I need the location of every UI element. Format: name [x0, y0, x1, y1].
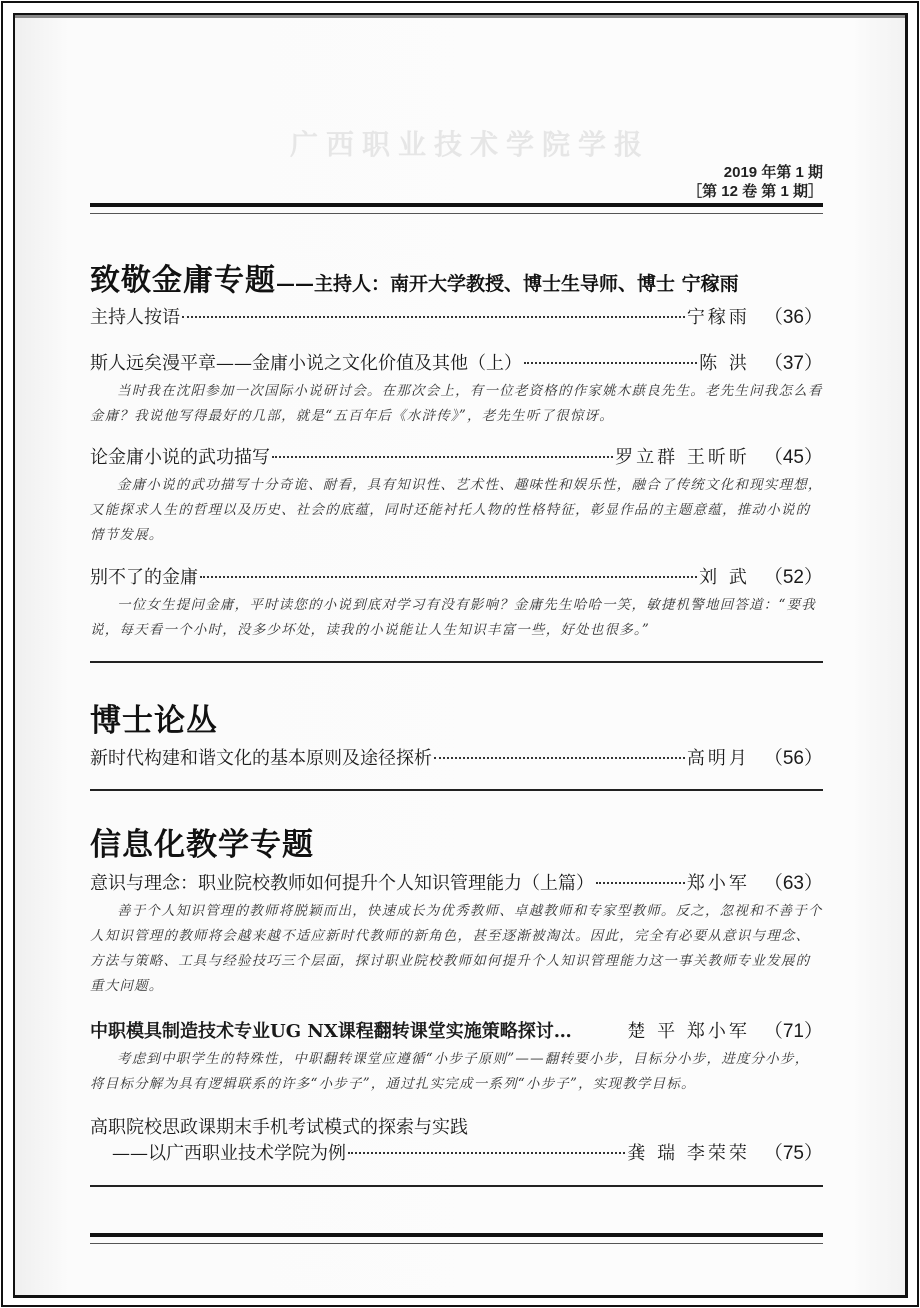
- section-heading: 致敬金庸专题: [90, 263, 276, 298]
- issue-info: [687, 163, 823, 201]
- page-edge-shadow: [15, 15, 905, 18]
- issue-year: 2019 年第 1 期: [723, 164, 823, 181]
- entry-title[interactable]: 别不了的金庸: [90, 567, 198, 588]
- issue-volume: ［第 12 卷 第 1 期］: [687, 183, 823, 200]
- entry-author: 高明月: [686, 748, 750, 769]
- toc-entry[interactable]: [90, 871, 823, 999]
- toc-entry[interactable]: [90, 305, 823, 331]
- entry-author: 郑小军: [686, 873, 750, 894]
- entry-author: 宁稼雨: [686, 307, 750, 328]
- entry-page: （56）: [763, 748, 823, 769]
- entry-abstract: 考虑到中职学生的特殊性，中职翻转课堂应遵循“小步子原则”——翻转要小步，目标分小步，进度分小步，将目标分解为具有逻辑联系的许多“小步子”，通过扎实完成一系列“小步子”，实现教学目标。: [90, 1051, 810, 1092]
- toc-entry[interactable]: [90, 351, 823, 429]
- entry-page: （75）: [763, 1143, 823, 1164]
- entry-author: 龚 瑞 李荣荣: [627, 1143, 750, 1164]
- leader-dots: [272, 456, 613, 458]
- ghost-masthead: 广西职业技术学院学报: [290, 128, 651, 161]
- entry-title[interactable]: 中职模具制造技术专业UG NX课程翻转课堂实施策略探讨…: [90, 1021, 572, 1042]
- leader-dots: [596, 882, 685, 884]
- section-title-jinyong: [90, 255, 739, 299]
- toc-entry[interactable]: [90, 746, 823, 772]
- header-rule: [90, 203, 823, 214]
- leader-dots: [200, 576, 697, 578]
- leader-dots: [348, 1152, 625, 1154]
- entry-title[interactable]: 主持人按语: [90, 307, 180, 328]
- footer-rule: [90, 1233, 823, 1244]
- entry-author: 楚 平 郑小军: [627, 1021, 750, 1042]
- entry-title[interactable]: 论金庸小说的武功描写: [90, 447, 270, 468]
- toc-entry[interactable]: [90, 565, 823, 643]
- leader-dots: [434, 757, 685, 759]
- entry-title[interactable]: 高职院校思政课期末手机考试模式的探索与实践: [90, 1117, 468, 1138]
- toc-entry[interactable]: [90, 445, 823, 548]
- entry-abstract: 当时我在沈阳参加一次国际小说研讨会。在那次会上，有一位老资格的作家姚木蕻良先生。老先生问我怎么看金庸？我说他写得最好的几部，就是“五百年后《水浒传》”，老先生听了很惊讶。: [90, 383, 823, 424]
- toc-entry[interactable]: [90, 1019, 823, 1097]
- entry-page: （71）: [763, 1021, 823, 1042]
- section-host: ——主持人：南开大学教授、博士生导师、博士 宁稼雨: [276, 273, 739, 295]
- section-title-doctoral: 博士论丛: [90, 703, 218, 739]
- entry-page: （52）: [763, 567, 823, 588]
- entry-abstract: 善于个人知识管理的教师将脱颖而出，快速成长为优秀教师、卓越教师和专家型教师。反之，忽视和不善于个人知识管理的教师将会越来越不适应新时代教师的新角色，甚至逐渐被淘汰。因此，完全有必要从意识与理念、方法与策略、工具与经验技巧三个层面，探讨职业院校教师如何提升个人知识管理能力这一事关教师专业发展的重大问题。: [90, 903, 823, 994]
- entry-title[interactable]: 新时代构建和谐文化的基本原则及途径探析: [90, 748, 432, 769]
- entry-page: （37）: [763, 353, 823, 374]
- entry-abstract: 金庸小说的武功描写十分奇诡、耐看，具有知识性、艺术性、趣味性和娱乐性，融合了传统文化和现实理想，又能探求人生的哲理以及历史、社会的底蕴，同时还能衬托人物的性格特征，彰显作品的主题意蕴，推动小说的情节发展。: [90, 477, 823, 543]
- entry-author: 罗立群 王昕昕: [615, 447, 750, 468]
- entry-author: 陈 洪: [699, 353, 750, 374]
- entry-page: （36）: [763, 307, 823, 328]
- entry-page: （63）: [763, 873, 823, 894]
- section-divider: [90, 1185, 823, 1187]
- entry-abstract: 一位女生提问金庸，平时读您的小说到底对学习有没有影响？金庸先生哈哈一笑，敏捷机警地回答道：“要我说，每天看一个小时，没多少坏处，读我的小说能让人生知识丰富一些，好处也很多。”: [90, 597, 816, 638]
- journal-page: [13, 13, 908, 1298]
- toc-entry[interactable]: [90, 1115, 823, 1167]
- entry-subtitle: ——以广西职业技术学院为例: [112, 1143, 346, 1164]
- section-divider: [90, 789, 823, 791]
- leader-dots: [524, 362, 697, 364]
- leader-dots: [182, 316, 685, 318]
- entry-title[interactable]: 斯人远矣漫平章——金庸小说之文化价值及其他（上）: [90, 353, 522, 374]
- entry-title[interactable]: 意识与理念：职业院校教师如何提升个人知识管理能力（上篇）: [90, 873, 594, 894]
- entry-page: （45）: [763, 447, 823, 468]
- entry-author: 刘 武: [699, 567, 750, 588]
- section-title-it-teaching: 信息化教学专题: [90, 827, 314, 863]
- section-divider: [90, 661, 823, 663]
